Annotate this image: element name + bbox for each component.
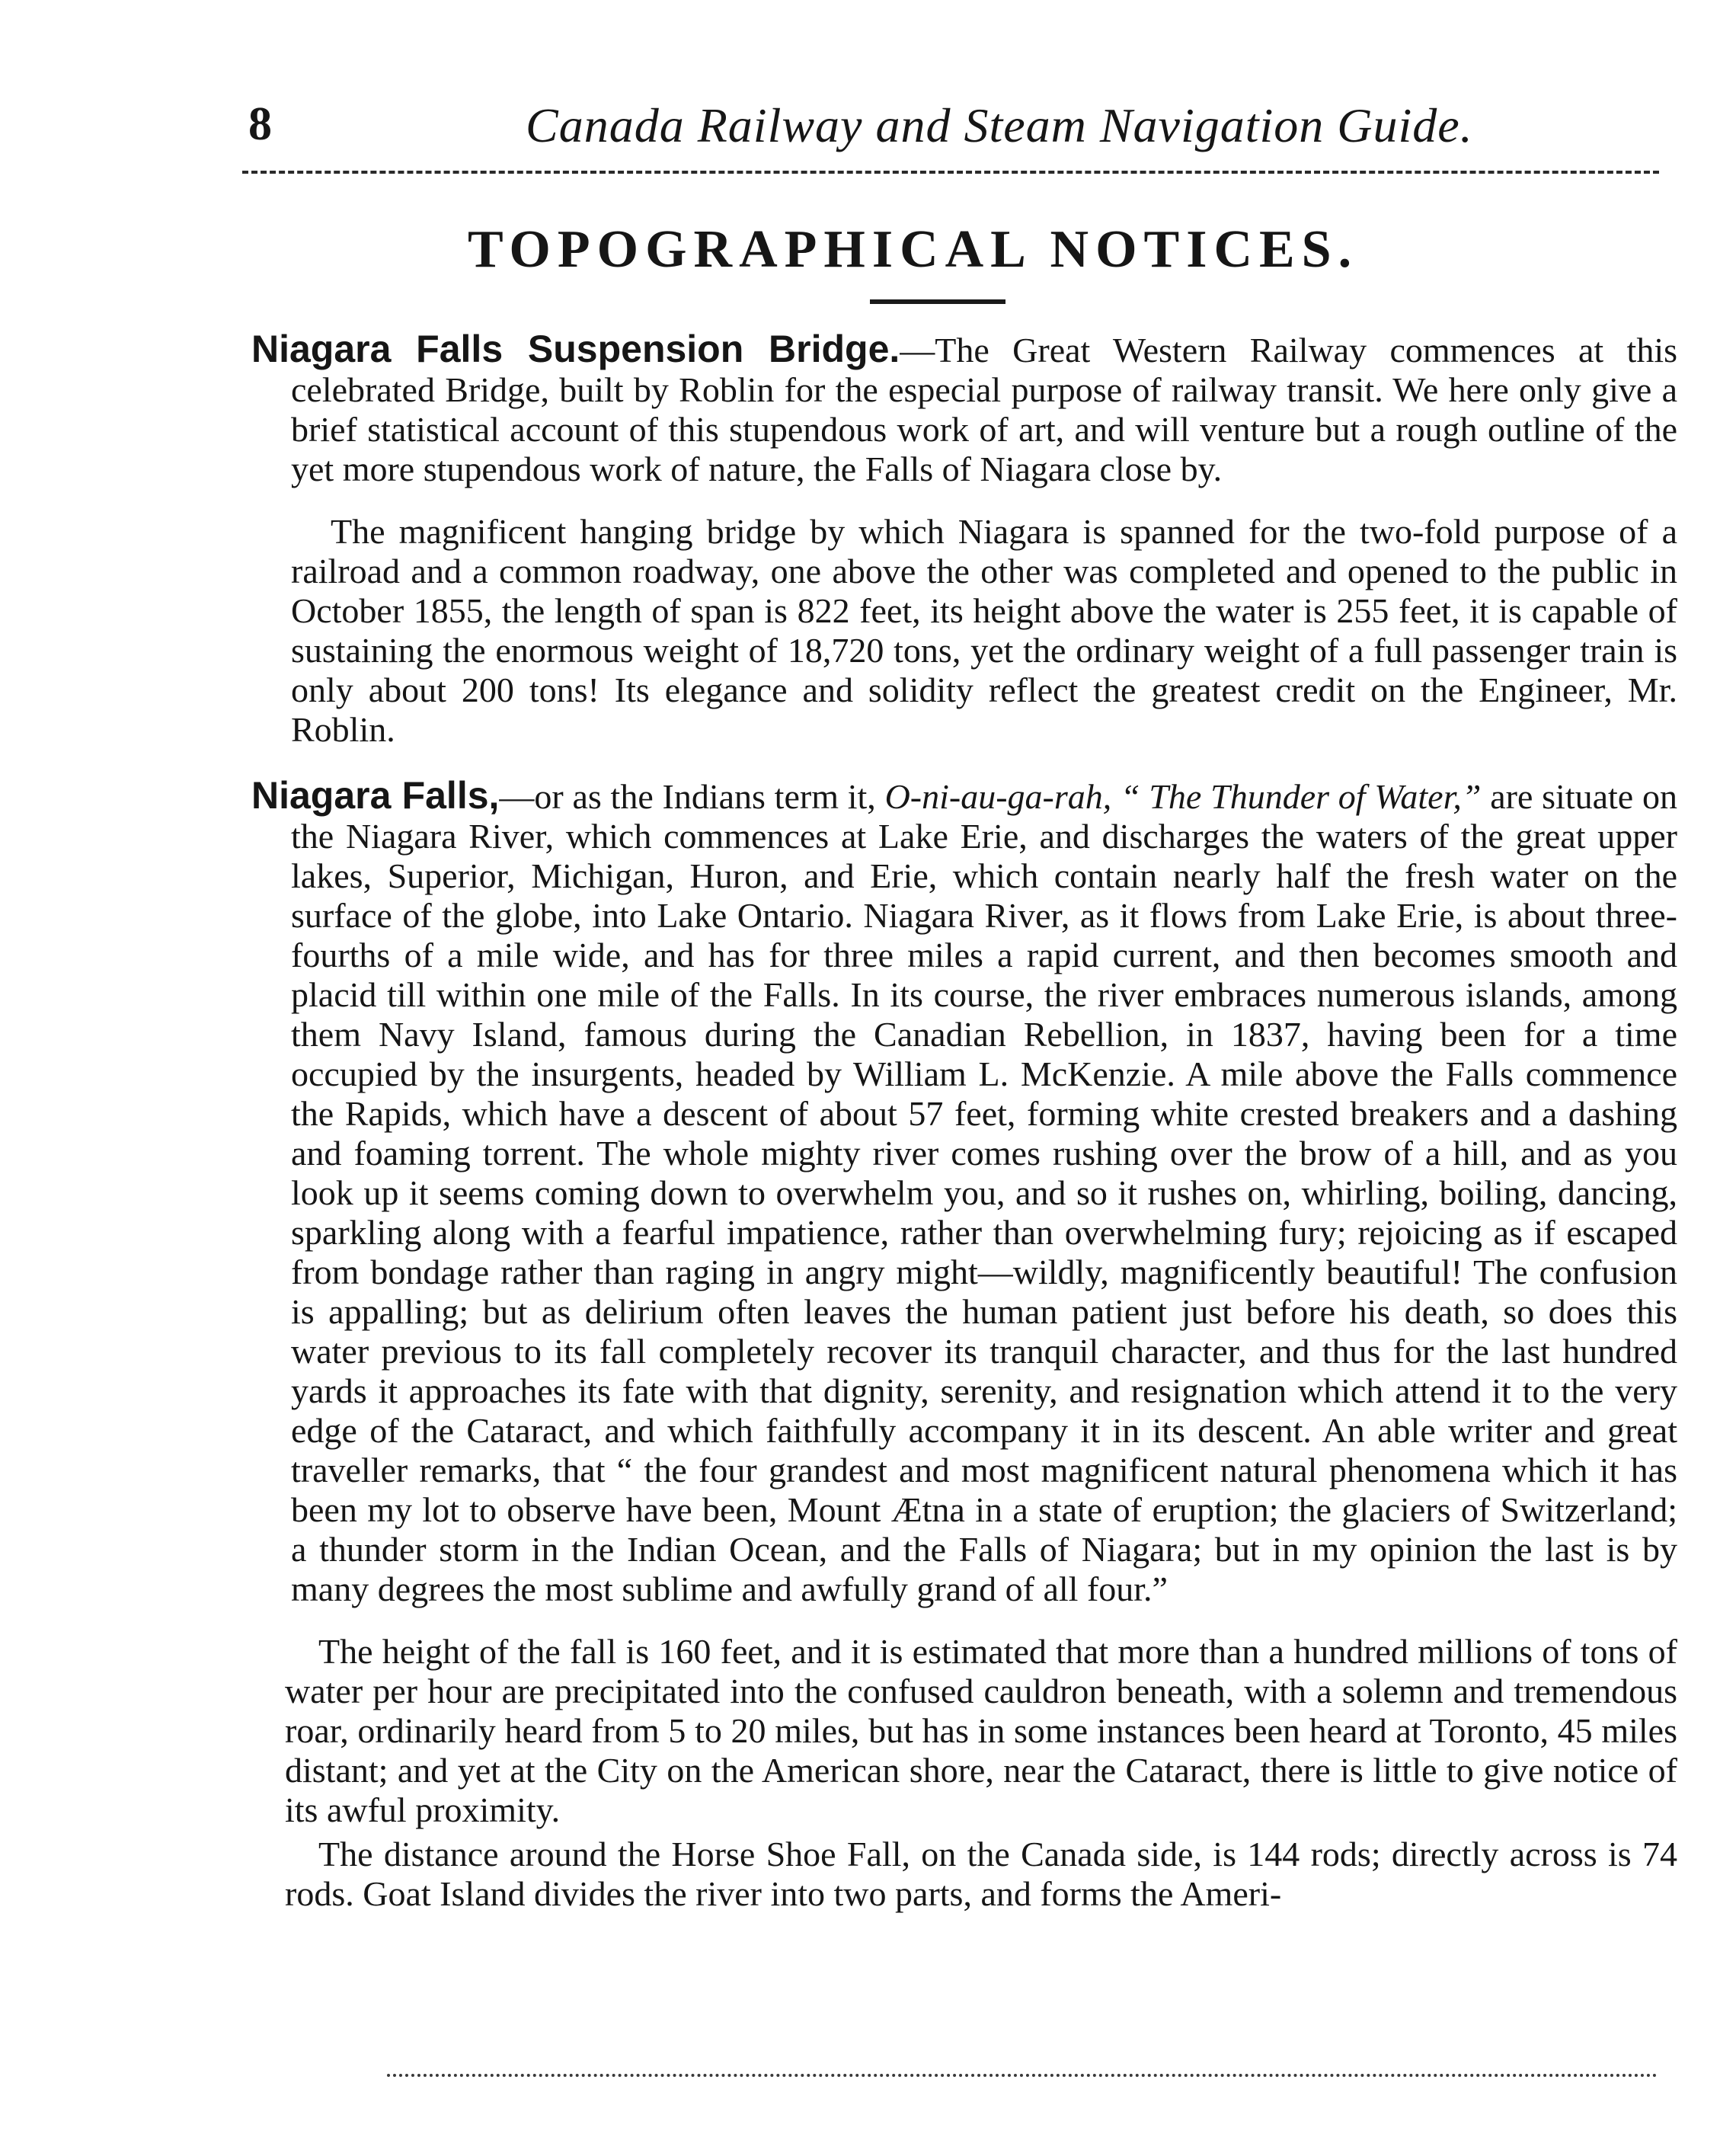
paragraph: The distance around the Horse Shoe Fall, on the Canada side, is 144 rods; directly across is 74 rods. Goat Island divides the river into two parts, and forms the Ameri- xyxy=(285,1835,1677,1913)
header-rule xyxy=(242,171,1659,174)
name-translation: “ The Thunder of Water,” xyxy=(1111,777,1482,816)
indian-name: O-ni-au-ga-rah, xyxy=(884,777,1112,816)
page-number: 8 xyxy=(248,98,272,150)
title-rule xyxy=(870,299,1005,304)
section-title: TOPOGRAPHICAL NOTICES. xyxy=(468,220,1359,279)
entry-text: —The Great Western Railway commences at this celebrated Bridge, built by Roblin for the especial purpose of railway transit. We here only give a brief statistical account of this stupendous work of art, and will venture but a rough outline of the yet more stupendous work of nature, the Falls of Niagara close by. xyxy=(291,331,1677,488)
entry-text-intro: —or as the Indians term it, xyxy=(499,777,885,816)
article-body xyxy=(251,329,1677,1914)
entry-heading: Niagara Falls, xyxy=(251,774,500,817)
entry-text: are situate on the Niagara River, which commences at Lake Erie, and discharges the waters of the great upper lakes, Superior, Michigan, Huron, and Erie, which contain nearly half the fresh water on the surface of the globe, into Lake Ontario. Niagara River, as it flows from Lake Erie, is about three-fourths of a mile wide, and has for three miles a rapid current, and then becomes smooth and placid till within one mile of the Falls. In its course, the river embraces numerous islands, among them Navy Island, famous during the Canadian Rebellion, in 1837, having been for a time occupied by the insurgents, headed by William L. McKenzie. A mile above the Falls commence the Rapids, which have a descent of about 57 feet, forming white crested breakers and a dashing and foaming torrent. The whole mighty river comes rushing over the brow of a hill, and as you look up it seems coming down to overwhelm you, and so it rushes on, whirling, boiling, dancing, sparkling along with a fearful impatience, rather than overwhelming fury; rejoicing as if escaped from bondage rather than raging in angry might—wildly, magnificently beautiful! The confusion is appalling; but as delirium often leaves the human patient just before his death, so does this water previous to its fall completely recover its tranquil character, and thus for the last hundred yards it approaches its fate with that dignity, serenity, and resignation which attend it to the very edge of the Cataract, and which faithfully accompany it in its descent. An able writer and great traveller remarks, that “ the four grandest and most magnificent natural phenomena which it has been my lot to observe have been, Mount Ætna in a state of eruption; the glaciers of Switzerland; a thunder storm in the Indian Ocean, and the Falls of Niagara; but in my opinion the last is by many degrees the most sublime and awfully grand of all four.” xyxy=(291,777,1677,1608)
entry-niagara-falls xyxy=(251,776,1677,1609)
entry-heading: Niagara Falls Suspension Bridge. xyxy=(251,328,900,370)
entry-suspension-bridge xyxy=(251,329,1677,489)
running-title: Canada Railway and Steam Navigation Guide. xyxy=(526,98,1473,152)
paragraph: The height of the fall is 160 feet, and it is estimated that more than a hundred millions of tons of water per hour are precipitated into the confused cauldron beneath, with a solemn and tremendous roar, ordinarily heard from 5 to 20 miles, but has in some instances been heard at Toronto, 45 miles distant; and yet at the City on the American shore, near the Cataract, there is little to give notice of its awful proximity. xyxy=(285,1632,1677,1829)
paragraph: The magnificent hanging bridge by which Niagara is spanned for the two-fold purpose of a railroad and a common roadway, one above the other was completed and opened to the public in October 1855, the length of span is 822 feet, its height above the water is 255 feet, it is capable of sustaining the enormous weight of 18,720 tons, yet the ordinary weight of a full passenger train is only about 200 tons! Its elegance and solidity reflect the greatest credit on the Engineer, Mr. Roblin. xyxy=(291,512,1677,749)
footer-rule xyxy=(387,2074,1658,2077)
